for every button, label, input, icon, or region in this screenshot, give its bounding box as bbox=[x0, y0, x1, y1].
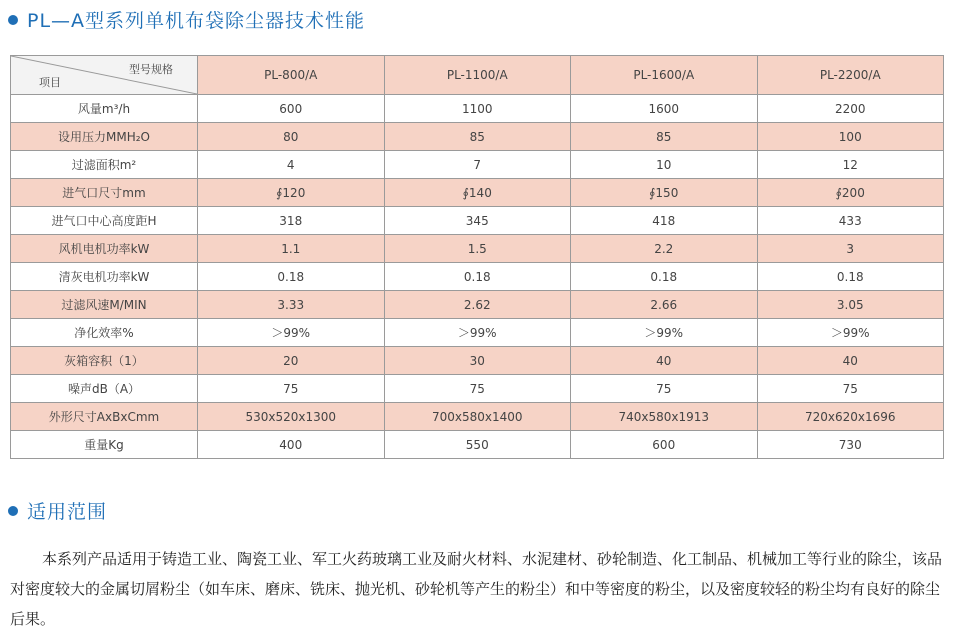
table-cell: 4 bbox=[198, 151, 385, 179]
table-cell: 345 bbox=[384, 207, 571, 235]
table-row bbox=[11, 235, 944, 263]
row-label: 噪声dB（A） bbox=[11, 375, 198, 403]
section-title: 适用范围 bbox=[27, 501, 108, 523]
table-cell: 3 bbox=[757, 235, 944, 263]
table-cell: 1.5 bbox=[384, 235, 571, 263]
row-label: 过滤风速M/MIN bbox=[11, 291, 198, 319]
table-row bbox=[11, 207, 944, 235]
table-row bbox=[11, 123, 944, 151]
table-corner-cell bbox=[11, 56, 198, 95]
table-cell: 40 bbox=[757, 347, 944, 375]
table-cell: 550 bbox=[384, 431, 571, 459]
table-cell: 85 bbox=[384, 123, 571, 151]
model-header: PL-800/A bbox=[198, 56, 385, 95]
table-cell: ∮140 bbox=[384, 179, 571, 207]
table-cell: 75 bbox=[384, 375, 571, 403]
table-cell: 318 bbox=[198, 207, 385, 235]
table-cell: 3.33 bbox=[198, 291, 385, 319]
table-cell: 100 bbox=[757, 123, 944, 151]
table-cell: 418 bbox=[571, 207, 758, 235]
table-cell: 75 bbox=[757, 375, 944, 403]
table-cell: 1600 bbox=[571, 95, 758, 123]
table-cell: 0.18 bbox=[571, 263, 758, 291]
table-row bbox=[11, 431, 944, 459]
table-cell: 600 bbox=[198, 95, 385, 123]
table-cell: 600 bbox=[571, 431, 758, 459]
row-label: 过滤面积m² bbox=[11, 151, 198, 179]
table-row bbox=[11, 403, 944, 431]
row-label: 重量Kg bbox=[11, 431, 198, 459]
table-cell: ∮120 bbox=[198, 179, 385, 207]
table-cell: 7 bbox=[384, 151, 571, 179]
table-cell: 2.66 bbox=[571, 291, 758, 319]
table-cell: 40 bbox=[571, 347, 758, 375]
table-cell: 700x580x1400 bbox=[384, 403, 571, 431]
table-row bbox=[11, 151, 944, 179]
model-header: PL-1100/A bbox=[384, 56, 571, 95]
section-title: PL—A型系列单机布袋除尘器技术性能 bbox=[27, 10, 366, 32]
table-cell: ∮200 bbox=[757, 179, 944, 207]
row-label: 进气口尺寸mm bbox=[11, 179, 198, 207]
table-cell: 2.62 bbox=[384, 291, 571, 319]
section-heading-specs bbox=[8, 6, 365, 33]
table-cell: 80 bbox=[198, 123, 385, 151]
table-cell: 0.18 bbox=[198, 263, 385, 291]
table-cell: 730 bbox=[757, 431, 944, 459]
row-label: 设用压力MMH₂O bbox=[11, 123, 198, 151]
table-cell: 2.2 bbox=[571, 235, 758, 263]
model-header: PL-2200/A bbox=[757, 56, 944, 95]
table-cell: 0.18 bbox=[757, 263, 944, 291]
model-header: PL-1600/A bbox=[571, 56, 758, 95]
table-cell: 20 bbox=[198, 347, 385, 375]
row-label: 灰箱容积（1） bbox=[11, 347, 198, 375]
section-heading-scope bbox=[8, 497, 107, 524]
table-cell: 30 bbox=[384, 347, 571, 375]
table-cell: 75 bbox=[198, 375, 385, 403]
table-cell: ＞99% bbox=[198, 319, 385, 347]
corner-item-label: 项目 bbox=[39, 76, 61, 89]
table-cell: 12 bbox=[757, 151, 944, 179]
table-header-row bbox=[11, 56, 944, 95]
row-label: 风机电机功率kW bbox=[11, 235, 198, 263]
table-cell: ∮150 bbox=[571, 179, 758, 207]
table-cell: 433 bbox=[757, 207, 944, 235]
table-cell: 1100 bbox=[384, 95, 571, 123]
bullet-dot-icon bbox=[8, 15, 18, 25]
table-cell: 10 bbox=[571, 151, 758, 179]
table-cell: 85 bbox=[571, 123, 758, 151]
row-label: 净化效率% bbox=[11, 319, 198, 347]
row-label: 进气口中心高度距H bbox=[11, 207, 198, 235]
table-cell: ＞99% bbox=[571, 319, 758, 347]
table-cell: ＞99% bbox=[384, 319, 571, 347]
scope-paragraph: 本系列产品适用于铸造工业、陶瓷工业、军工火药玻璃工业及耐火材料、水泥建材、砂轮制造、化工制品、机械加工等行业的除尘，该品对密度较大的金属切屑粉尘（如车床、磨床、铣床、抛光机、砂轮机等产生的粉尘）和中等密度的粉尘，以及密度较轻的粉尘均有良好的除尘后果。 bbox=[10, 550, 943, 628]
table-cell: 740x580x1913 bbox=[571, 403, 758, 431]
corner-model-label: 型号规格 bbox=[129, 63, 173, 76]
table-row bbox=[11, 179, 944, 207]
table-cell: 1.1 bbox=[198, 235, 385, 263]
bullet-dot-icon bbox=[8, 506, 18, 516]
table-row bbox=[11, 375, 944, 403]
table-row bbox=[11, 95, 944, 123]
table-row bbox=[11, 347, 944, 375]
table-cell: 720x620x1696 bbox=[757, 403, 944, 431]
table-cell: 0.18 bbox=[384, 263, 571, 291]
table-row bbox=[11, 291, 944, 319]
row-label: 外形尺寸AxBxCmm bbox=[11, 403, 198, 431]
table-cell: 2200 bbox=[757, 95, 944, 123]
table-cell: ＞99% bbox=[757, 319, 944, 347]
table-row bbox=[11, 319, 944, 347]
table-row bbox=[11, 263, 944, 291]
table-cell: 3.05 bbox=[757, 291, 944, 319]
spec-table bbox=[10, 55, 944, 459]
table-cell: 400 bbox=[198, 431, 385, 459]
row-label: 清灰电机功率kW bbox=[11, 263, 198, 291]
row-label: 风量m³/h bbox=[11, 95, 198, 123]
table-cell: 530x520x1300 bbox=[198, 403, 385, 431]
table-cell: 75 bbox=[571, 375, 758, 403]
